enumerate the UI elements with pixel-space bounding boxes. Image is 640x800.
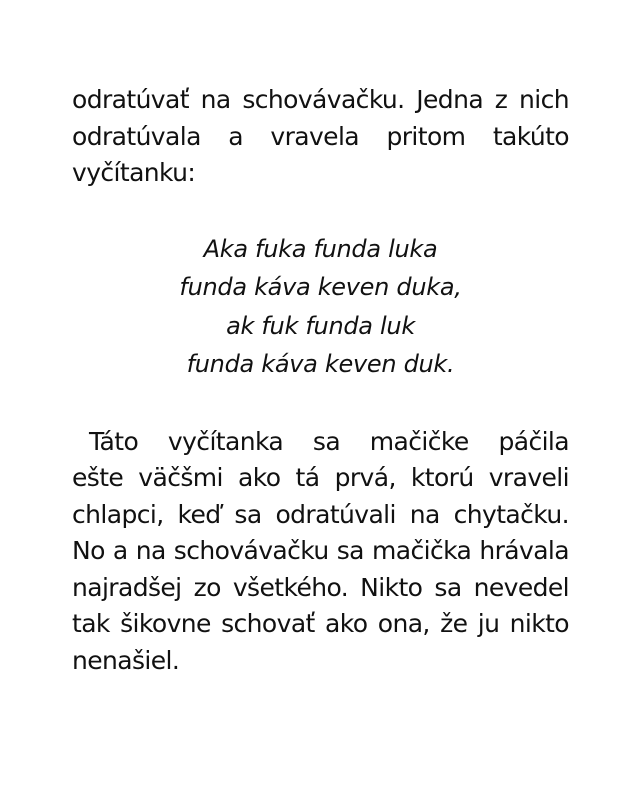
verse-line: Aka fuka funda luka [203, 234, 438, 263]
verse-line: funda káva keven duka, [179, 273, 462, 301]
text-line: tak šikovne schovať ako ona, že ju nikto [72, 609, 569, 638]
text-line: odratúvať na schovávačku. Jedna z nich [72, 85, 569, 114]
text-line: No a na schovávačku sa mačička hrávala [72, 536, 569, 565]
verse-line: ak fuk funda luk [226, 311, 415, 340]
text-line: chlapci, keď sa odratúvali na chytačku. [72, 499, 569, 529]
rhyme-verse [72, 230, 569, 384]
text-line: najradšej zo všetkého. Nikto sa nevedel [72, 572, 569, 602]
text-line: odratúvala a vravela pritom takúto [72, 121, 569, 151]
text-line: nenašiel. [72, 645, 180, 675]
paragraph-2 [72, 424, 569, 680]
text-line: vyčítanku: [72, 158, 196, 187]
paragraph-1 [72, 82, 569, 192]
verse-line: funda káva keven duk. [186, 350, 455, 378]
text-line: Táto vyčítanka sa mačičke páčila [89, 426, 569, 456]
text-line: ešte väčšmi ako tá prvá, ktorú vraveli [72, 463, 569, 492]
spacer [72, 384, 569, 424]
book-page [72, 82, 569, 679]
spacer [72, 192, 569, 230]
